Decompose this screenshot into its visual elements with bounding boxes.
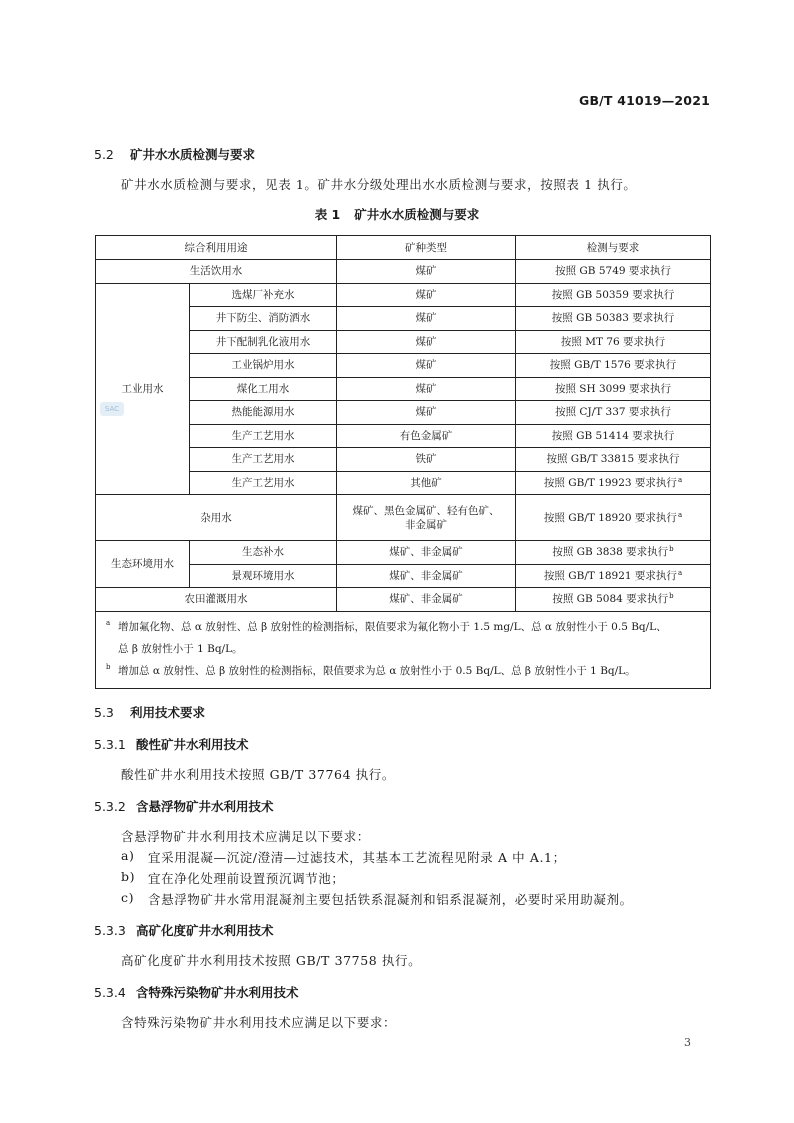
section-number: 5.3.4 [94, 985, 126, 1000]
section-5-3-1-body: 酸性矿井水利用技术按照 GB/T 37764 执行。 [121, 767, 396, 782]
sac-watermark: SAC [100, 402, 124, 416]
list-text: 宜在净化处理前设置预沉调节池； [148, 871, 345, 886]
footnote-ref: a [677, 510, 683, 519]
cell-req: 按照 MT 76 要求执行 [516, 330, 711, 354]
table-row [96, 283, 711, 307]
section-number: 5.3.1 [94, 737, 126, 752]
cell-use: 杂用水 [96, 495, 337, 541]
cell-mine: 煤矿 [337, 260, 516, 284]
cell-use: 生态补水 [190, 541, 337, 565]
cell-mine: 铁矿 [337, 448, 516, 472]
section-5-3-1-heading [94, 735, 249, 753]
cell-use: 选煤厂补充水 [190, 283, 337, 307]
cell-use: 农田灌溉用水 [96, 588, 337, 612]
footnote-ref: a [677, 475, 683, 484]
cell-mine: 其他矿 [337, 471, 516, 495]
note-mark: a [106, 618, 111, 627]
table-caption-title: 矿井水水质检测与要求 [354, 207, 480, 222]
section-number: 5.3.3 [94, 923, 126, 938]
note-text-cont: 总 β 放射性小于 1 Bq/L。 [118, 642, 243, 655]
section-title: 矿井水水质检测与要求 [130, 147, 256, 162]
cell-req [516, 541, 711, 565]
note-b [106, 660, 702, 682]
header-requirement: 检测与要求 [516, 236, 711, 260]
section-5-2-heading [94, 145, 255, 163]
cell-mine [337, 495, 516, 541]
cell-req [516, 471, 711, 495]
section-5-3-4-intro: 含特殊污染物矿井水利用技术应满足以下要求： [121, 1015, 397, 1030]
cell-req: 按照 GB 50383 要求执行 [516, 307, 711, 331]
table-row [96, 495, 711, 541]
header-mine-type: 矿种类型 [337, 236, 516, 260]
note-text: 增加氟化物、总 α 放射性、总 β 放射性的检测指标，限值要求为氟化物小于 1.5 mg/L、总 α 放射性小于 0.5 Bq/L、 [118, 620, 667, 633]
cell-mine: 煤矿、非金属矿 [337, 541, 516, 565]
section-title: 含悬浮物矿井水利用技术 [136, 799, 274, 814]
cell-req [516, 564, 711, 588]
cell-use: 热能能源用水 [190, 401, 337, 425]
cell-req: 按照 GB 50359 要求执行 [516, 283, 711, 307]
cell-mine: 有色金属矿 [337, 424, 516, 448]
cell-use: 井下防尘、消防洒水 [190, 307, 337, 331]
cell-req: 按照 GB/T 1576 要求执行 [516, 354, 711, 378]
cell-req: 按照 GB/T 33815 要求执行 [516, 448, 711, 472]
list-marker: b) [121, 869, 136, 884]
cell-mine: 煤矿 [337, 283, 516, 307]
table-caption [0, 205, 794, 223]
table-row [96, 588, 711, 612]
header-use: 综合利用用途 [96, 236, 337, 260]
section-number: 5.3.2 [94, 799, 126, 814]
table-notes-row [96, 611, 711, 688]
section-5-3-3-body: 高矿化度矿井水利用技术按照 GB/T 37758 执行。 [121, 953, 422, 968]
note-text: 增加总 α 放射性、总 β 放射性的检测指标，限值要求为总 α 放射性小于 0.5 Bq/L、总 β 放射性小于 1 Bq/L。 [118, 664, 636, 677]
group-eco: 生态环境用水 [96, 541, 190, 588]
footnote-ref: a [677, 568, 683, 577]
cell-req [516, 495, 711, 541]
req-text: 按照 GB/T 18921 要求执行 [543, 569, 677, 582]
list-marker: a) [121, 848, 135, 863]
footnote-ref: b [669, 592, 674, 601]
cell-use: 景观环境用水 [190, 564, 337, 588]
table-header-row [96, 236, 711, 260]
standard-code: GB/T 41019—2021 [578, 93, 710, 108]
cell-mine: 煤矿 [337, 354, 516, 378]
section-title: 高矿化度矿井水利用技术 [136, 923, 274, 938]
page-number: 3 [684, 1036, 691, 1049]
section-5-3-2-heading [94, 797, 274, 815]
section-5-3-heading [94, 703, 205, 721]
section-title: 酸性矿井水利用技术 [136, 737, 249, 752]
cell-use: 煤化工用水 [190, 377, 337, 401]
section-5-2-body: 矿井水水质检测与要求，见表 1。矿井水分级处理出水水质检测与要求，按照表 1 执行。 [121, 177, 637, 192]
note-a [106, 616, 702, 660]
cell-mine: 煤矿 [337, 377, 516, 401]
cell-use: 生产工艺用水 [190, 471, 337, 495]
req-text: 按照 GB/T 19923 要求执行 [543, 476, 677, 489]
cell-mine: 煤矿 [337, 330, 516, 354]
table-notes [96, 611, 711, 688]
cell-use: 生产工艺用水 [190, 424, 337, 448]
list-text: 含悬浮物矿井水常用混凝剂主要包括铁系混凝剂和铝系混凝剂，必要时采用助凝剂。 [148, 892, 633, 907]
list-marker: c) [121, 890, 135, 905]
cell-mine: 煤矿 [337, 401, 516, 425]
cell-use: 井下配制乳化液用水 [190, 330, 337, 354]
section-title: 利用技术要求 [130, 705, 206, 720]
footnote-ref: b [669, 545, 674, 554]
cell-req: 按照 CJ/T 337 要求执行 [516, 401, 711, 425]
cell-mine: 煤矿、非金属矿 [337, 588, 516, 612]
section-5-3-4-heading [94, 983, 299, 1001]
cell-use: 生产工艺用水 [190, 448, 337, 472]
mine-line2: 非金属矿 [405, 518, 447, 531]
group-industrial: 工业用水 [96, 283, 190, 495]
water-quality-table [95, 235, 711, 689]
cell-use: 工业锅炉用水 [190, 354, 337, 378]
table-caption-number: 表 1 [314, 207, 341, 222]
cell-mine: 煤矿、非金属矿 [337, 564, 516, 588]
section-title: 含特殊污染物矿井水利用技术 [136, 985, 299, 1000]
cell-req: 按照 GB 5749 要求执行 [516, 260, 711, 284]
req-text: 按照 GB/T 18920 要求执行 [543, 511, 677, 524]
note-mark: b [106, 662, 111, 671]
cell-mine: 煤矿 [337, 307, 516, 331]
req-text: 按照 GB 3838 要求执行 [552, 546, 669, 559]
section-number: 5.3 [94, 705, 114, 720]
cell-req [516, 588, 711, 612]
table-row [96, 541, 711, 565]
section-5-3-2-intro: 含悬浮物矿井水利用技术应满足以下要求： [121, 829, 370, 844]
cell-req: 按照 SH 3099 要求执行 [516, 377, 711, 401]
table-row [96, 260, 711, 284]
section-number: 5.2 [94, 147, 114, 162]
req-text: 按照 GB 5084 要求执行 [552, 593, 669, 606]
list-text: 宜采用混凝—沉淀/澄清—过滤技术，其基本工艺流程见附录 A 中 A.1； [148, 850, 566, 865]
cell-req: 按照 GB 51414 要求执行 [516, 424, 711, 448]
cell-use: 生活饮用水 [96, 260, 337, 284]
section-5-3-3-heading [94, 921, 274, 939]
mine-line1: 煤矿、黑色金属矿、轻有色矿、 [352, 504, 500, 517]
